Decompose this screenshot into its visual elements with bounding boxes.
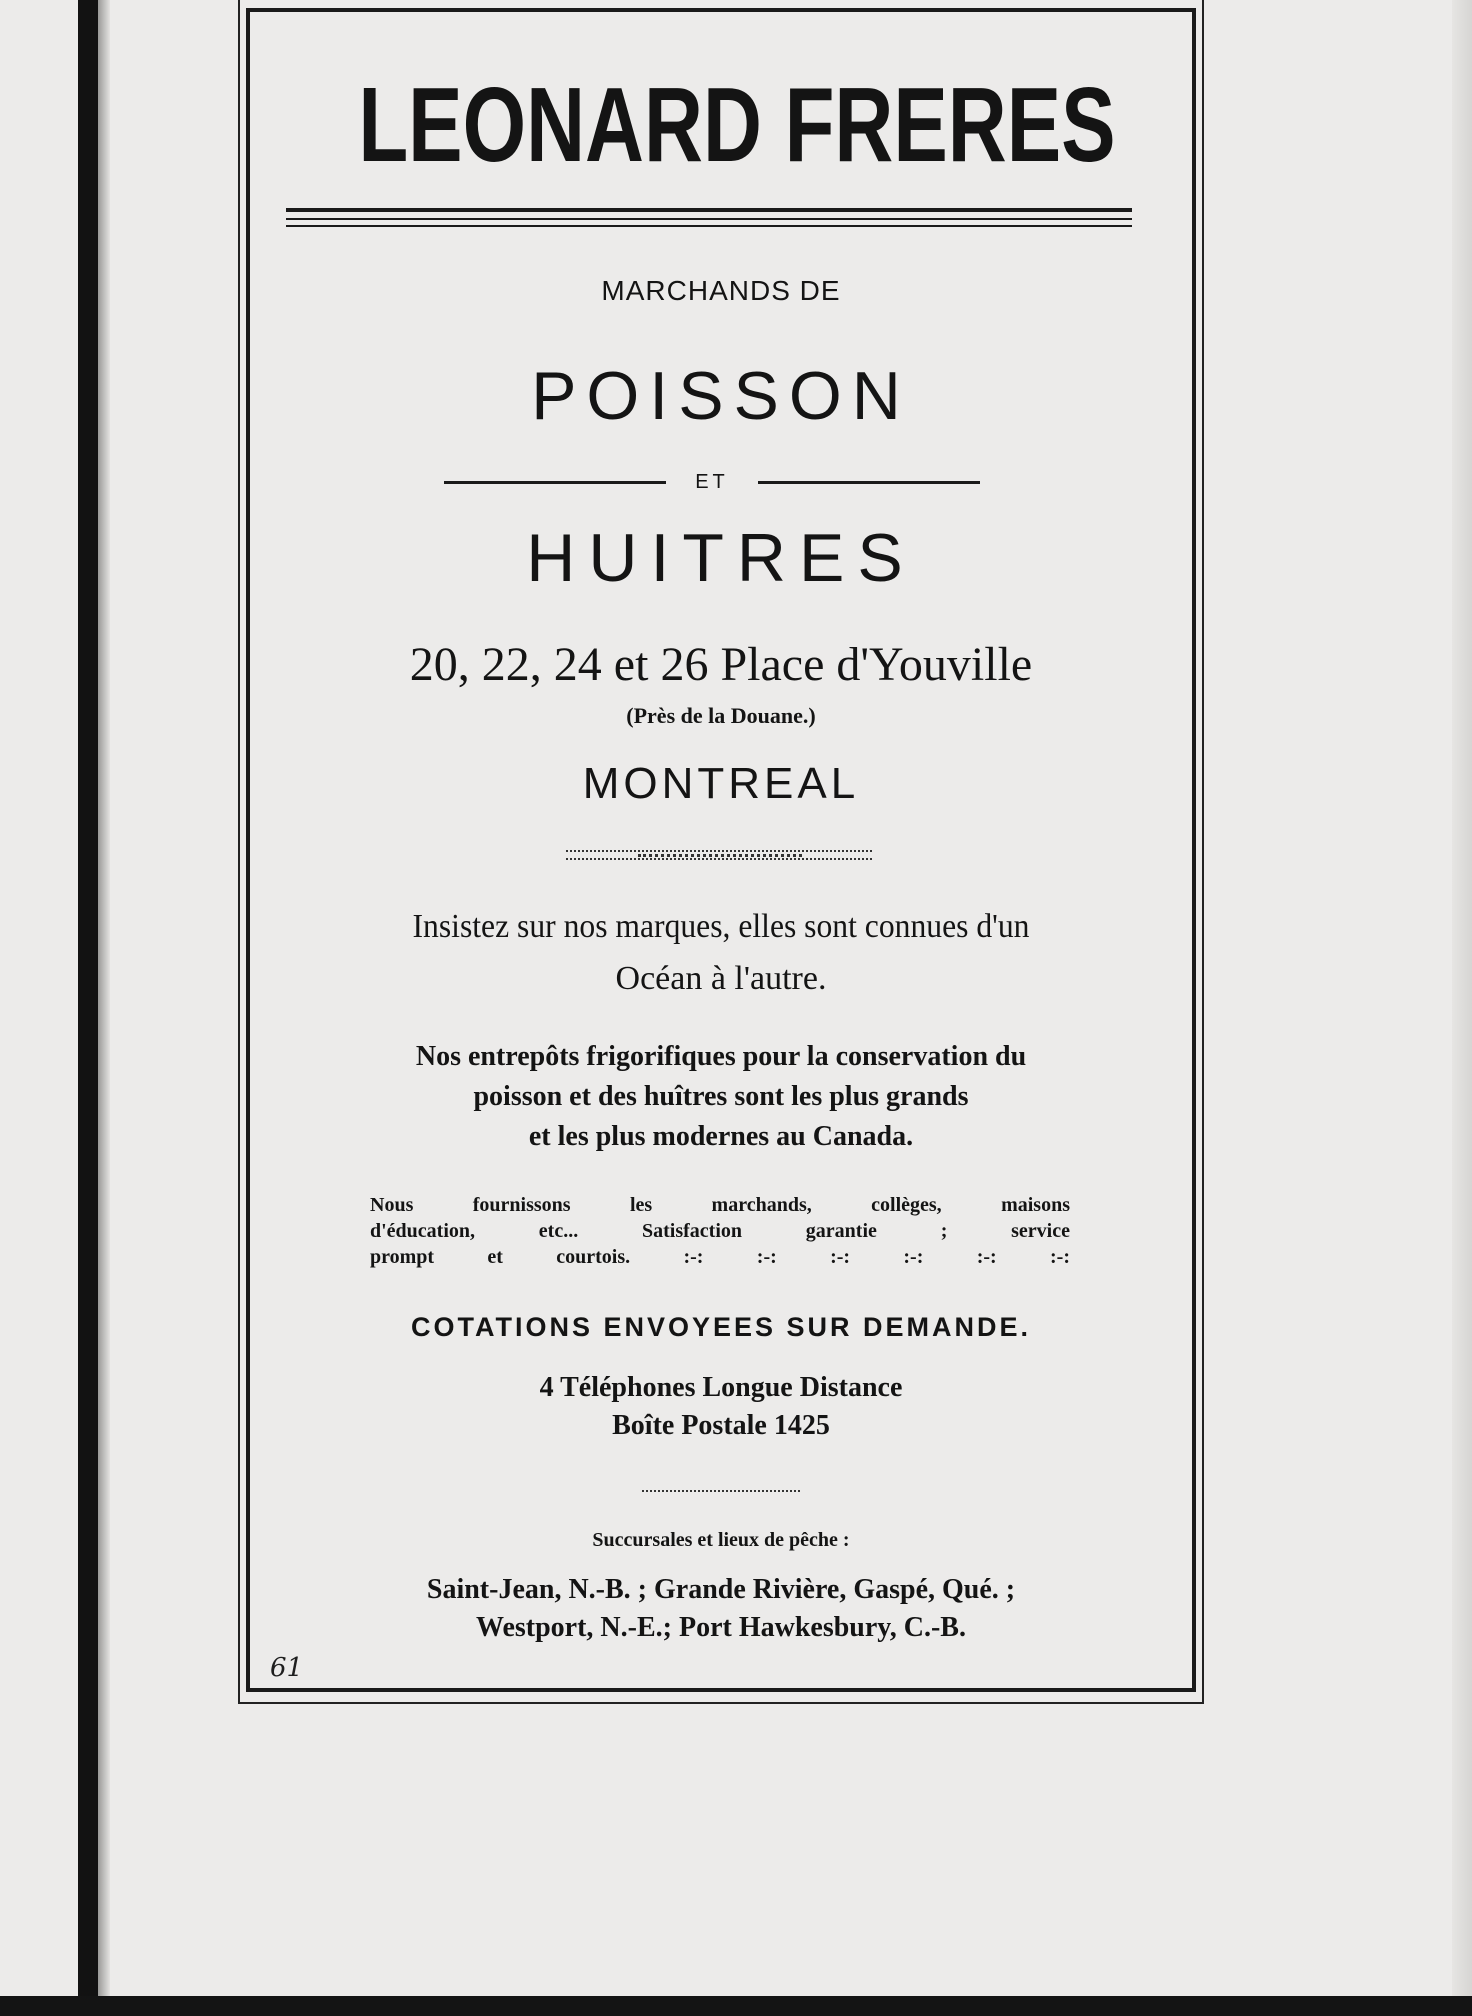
book-spine-shadow: [78, 0, 98, 2016]
slogan-line-2: Océan à l'autre.: [615, 960, 827, 997]
warehouse-text-line-1: Nos entrepôts frigorifiques pour la conservation du: [415, 1041, 1027, 1072]
page-gutter: [98, 0, 110, 2016]
et-line-right: [758, 481, 980, 484]
product-huitres: HUITRES: [526, 520, 916, 596]
branches-line-1: Saint-Jean, N.-B. ; Grande Rivière, Gaspé, Qué. ;: [426, 1574, 1016, 1605]
title-rule-thin: [286, 218, 1132, 220]
scan-bottom-border: [0, 1996, 1472, 2016]
title-rule-thick: [286, 208, 1132, 212]
quotations-notice: COTATIONS ENVOYEES SUR DEMANDE.: [410, 1312, 1032, 1342]
et-line-left: [444, 481, 666, 484]
et-connector: ET: [695, 471, 729, 493]
supply-text-line-1: Nous fournissons les marchands, collèges, maisons: [370, 1194, 1070, 1216]
et-divider: [444, 468, 980, 496]
dotted-divider-center: [638, 854, 802, 857]
product-poisson: POISSON: [531, 358, 911, 434]
po-box-info: Boîte Postale 1425: [612, 1410, 830, 1441]
warehouse-text-line-2: poisson et des huîtres sont les plus grands: [473, 1081, 969, 1112]
dotted-divider-2: [566, 858, 872, 860]
branches-line-2: Westport, N.-E.; Port Hawkesbury, C.-B.: [476, 1612, 966, 1643]
dotted-divider: [566, 850, 872, 852]
title-rule-thin-2: [286, 225, 1132, 227]
telephone-info: 4 Téléphones Longue Distance: [539, 1372, 903, 1403]
slogan-line-1: Insistez sur nos marques, elles sont connues d'un: [412, 908, 1030, 945]
city-name: MONTREAL: [582, 759, 860, 808]
warehouse-text-line-3: et les plus modernes au Canada.: [528, 1121, 914, 1152]
marchands-de-label: MARCHANDS DE: [601, 275, 841, 306]
advertisement: [250, 12, 1192, 1688]
supply-text-line-3: prompt et courtois. :-: :-: :-: :-: :-: :-:: [370, 1246, 1070, 1268]
dotted-divider-3: [642, 1490, 800, 1492]
supply-text-line-2: d'éducation, etc... Satisfaction garantie ; service: [370, 1220, 1070, 1242]
page-edge: [1452, 0, 1472, 1996]
branches-heading: Succursales et lieux de pêche :: [592, 1529, 850, 1551]
street-address: 20, 22, 24 et 26 Place d'Youville: [409, 638, 1033, 691]
brand-name: LEONARD FRERES: [358, 66, 1116, 184]
handwritten-page-number: 61: [270, 1653, 304, 1683]
address-note: (Près de la Douane.): [626, 703, 816, 728]
